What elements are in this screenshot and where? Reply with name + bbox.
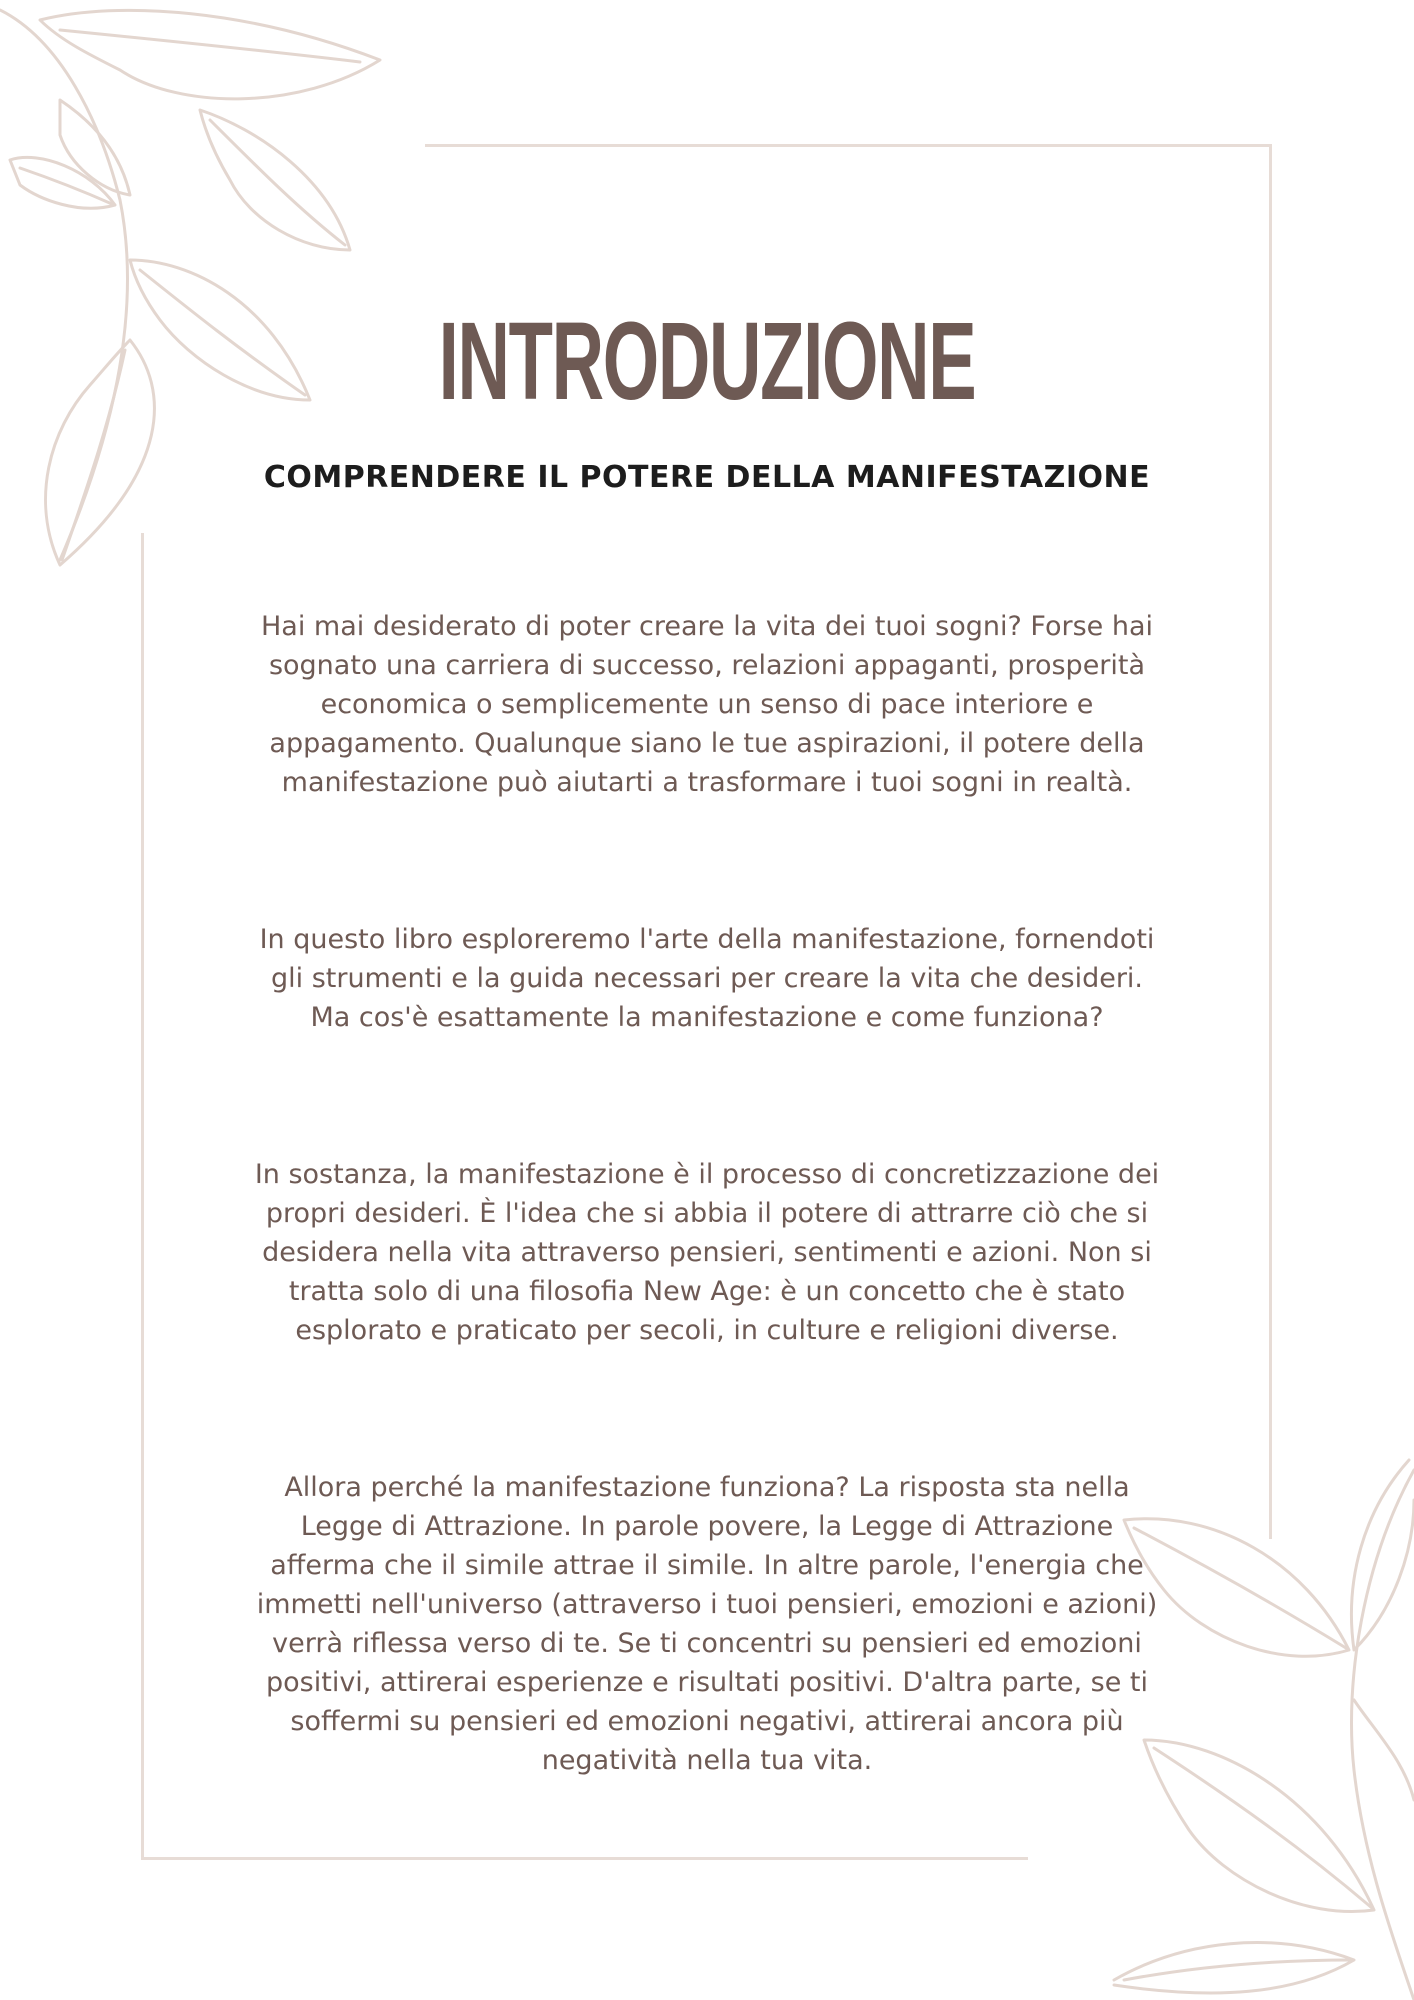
frame-bottom-line bbox=[141, 1857, 1028, 1860]
page-subtitle: COMPRENDERE IL POTERE DELLA MANIFESTAZIONE bbox=[263, 460, 1151, 495]
body-paragraph: Allora perché la manifestazione funziona? La risposta sta nella Legge di Attrazione. In parole povere, la Legge di Attrazione afferma che il simile attrae il simile. In altre parole, l'energia che immetti nell'universo (attraverso i tuoi pensieri, emozioni e azioni) verrà riflessa verso di te. Se ti concentri su pensieri ed emozioni positivi, attirerai esperienze e risultati positivi. D'altra parte, se ti soffermi su pensieri ed emozioni negativi, attirerai ancora più negatività nella tua vita. bbox=[256, 1472, 1158, 1776]
body-paragraph: In sostanza, la manifestazione è il processo di concretizzazione dei propri desideri. È l'idea che si abbia il potere di attrarre ciò che si desidera nella vita attraverso pensieri, sentimenti e azioni. Non si tratta solo di una filosofia New Age: è un concetto che è stato esplorato e praticato per secoli, in culture e religioni diverse. bbox=[254, 1159, 1160, 1346]
frame-left-line bbox=[141, 533, 144, 1860]
page-title: INTRODUZIONE bbox=[438, 300, 976, 423]
frame-top-line bbox=[425, 144, 1272, 147]
frame-right-line bbox=[1269, 144, 1272, 1539]
body-paragraph: Hai mai desiderato di poter creare la vita dei tuoi sogni? Forse hai sognato una carriera di successo, relazioni appaganti, prosperità economica o semplicemente un senso di pace interiore e appagamento. Qualunque siano le tue aspirazioni, il potere della manifestazione può aiutarti a trasformare i tuoi sogni in realtà. bbox=[260, 611, 1154, 798]
body-paragraph: In questo libro esploreremo l'arte della manifestazione, fornendoti gli strumenti e la guida necessari per creare la vita che desideri. Ma cos'è esattamente la manifestazione e come funziona? bbox=[259, 924, 1155, 1033]
